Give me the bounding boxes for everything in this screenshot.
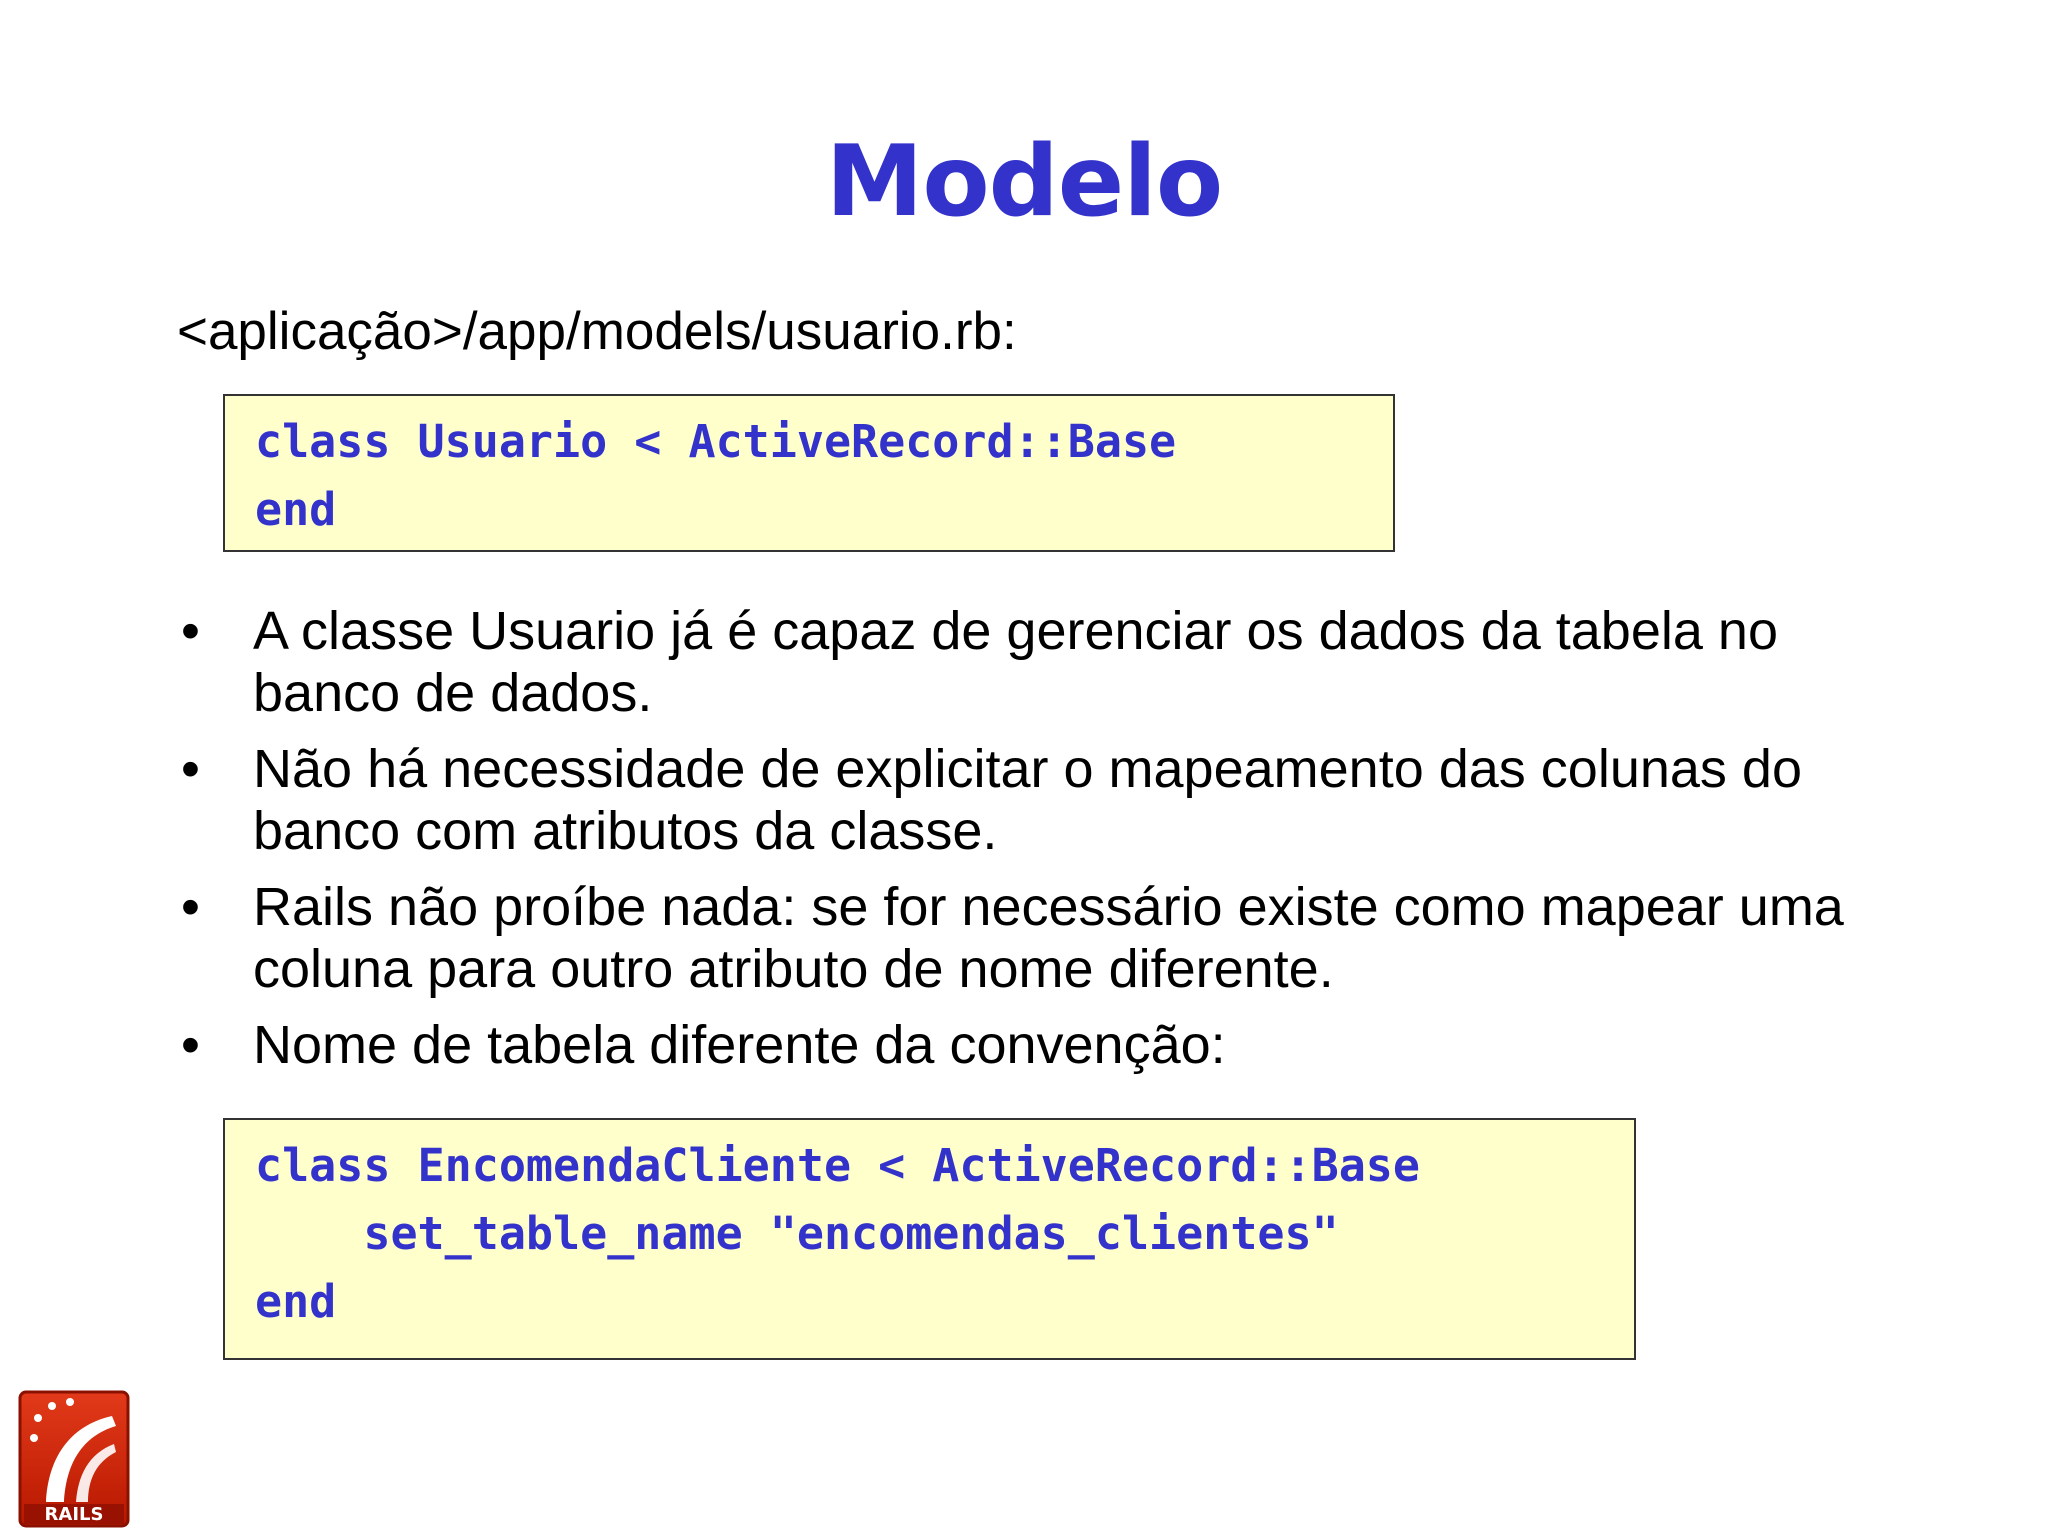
- bullet-dot-icon: •: [181, 877, 200, 937]
- bullet-item: [177, 876, 1937, 1000]
- rails-logo-text: RAILS: [44, 1504, 104, 1525]
- code-line: class Usuario < ActiveRecord::Base: [255, 415, 1177, 468]
- code-block-usuario: [223, 394, 1395, 552]
- code-line: class EncomendaCliente < ActiveRecord::Base: [255, 1139, 1420, 1192]
- file-path-label: <aplicação>/app/models/usuario.rb:: [177, 302, 1017, 361]
- bullet-text: A classe Usuario já é capaz de gerenciar os dados da tabela no banco de dados.: [253, 601, 1778, 723]
- bullet-item: [177, 1014, 1937, 1076]
- bullet-text: Nome de tabela diferente da convenção:: [253, 1015, 1226, 1075]
- code-line: end: [255, 1275, 337, 1328]
- bullet-dot-icon: •: [181, 739, 200, 799]
- slide-title: Modelo: [825, 125, 1223, 239]
- code-line: end: [255, 483, 337, 536]
- rails-logo-icon: [18, 1390, 130, 1528]
- bullet-item: [177, 738, 1937, 862]
- bullet-text: Não há necessidade de explicitar o mapeamento das colunas do banco com atributos da classe.: [253, 739, 1802, 861]
- bullet-item: [177, 600, 1937, 724]
- code-line: set_table_name "encomendas_clientes": [255, 1207, 1339, 1260]
- bullet-list: [177, 600, 1937, 1090]
- bullet-dot-icon: •: [181, 1015, 200, 1075]
- bullet-dot-icon: •: [181, 601, 200, 661]
- code-block-encomenda-cliente: [223, 1118, 1636, 1360]
- bullet-text: Rails não proíbe nada: se for necessário existe como mapear uma coluna para outro atributo de nome diferente.: [253, 877, 1844, 999]
